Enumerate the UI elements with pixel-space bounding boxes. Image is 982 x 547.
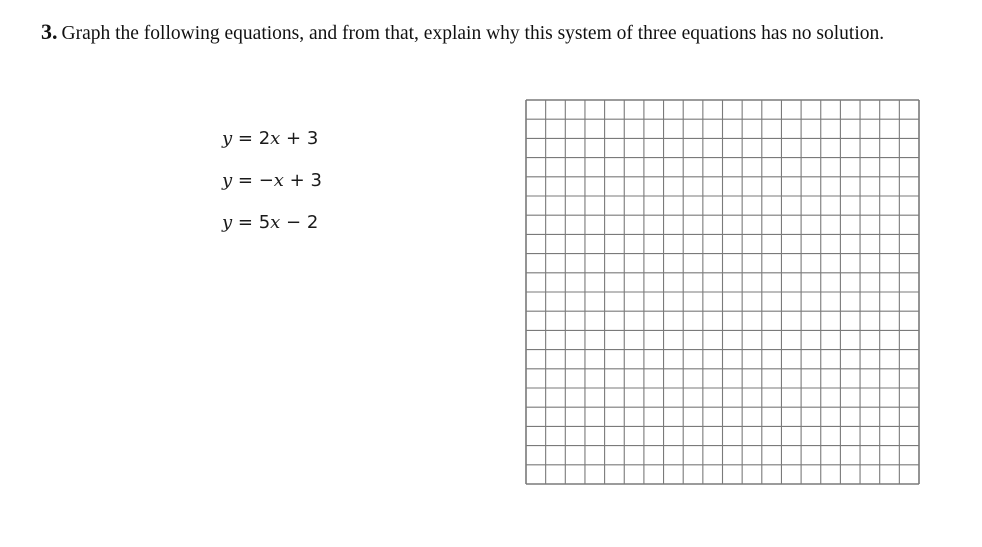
equation-2-coefficient: −	[258, 170, 274, 191]
problem-statement	[41, 18, 921, 47]
problem-text: Graph the following equations, and from that, explain why this system of three equations has no solution.	[61, 23, 885, 44]
equation-3-equals: =	[232, 212, 259, 233]
problem-number: 3.	[41, 19, 58, 44]
equation-2-lhs: y	[222, 170, 233, 191]
equation-list	[222, 127, 322, 253]
equation-2-equals: =	[232, 170, 259, 191]
equation-3	[222, 211, 322, 253]
equation-3-constant: − 2	[280, 212, 319, 233]
equation-1-equals: =	[232, 128, 259, 149]
equation-3-lhs: y	[222, 212, 233, 233]
equation-3-variable: x	[270, 212, 281, 233]
equation-1-variable: x	[270, 128, 281, 149]
equation-1-coefficient: 2	[258, 128, 271, 149]
equation-3-coefficient: 5	[258, 212, 271, 233]
equation-2-variable: x	[273, 170, 284, 191]
graph-grid-svg[interactable]	[525, 99, 920, 485]
graph-grid[interactable]	[525, 99, 920, 485]
equation-1-constant: + 3	[280, 128, 319, 149]
equation-2-constant: + 3	[283, 170, 322, 191]
equation-1	[222, 127, 322, 169]
equation-1-lhs: y	[222, 128, 233, 149]
equation-2	[222, 169, 322, 211]
